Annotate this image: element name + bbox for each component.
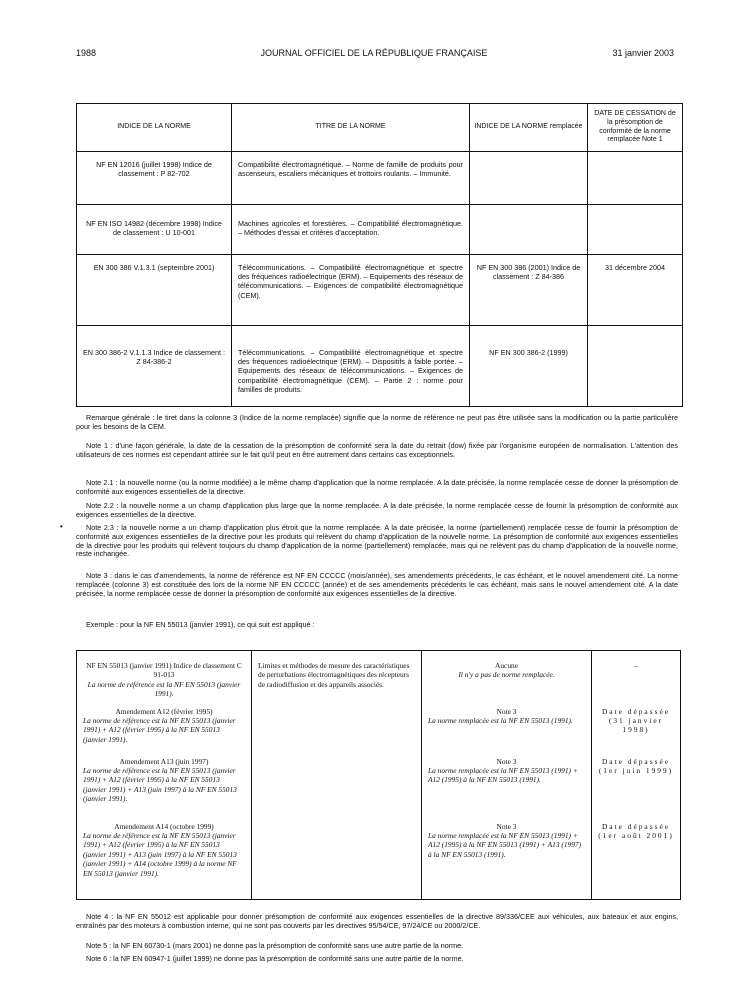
- header-remplacee: INDICE DE LA NORME remplacée: [470, 104, 588, 152]
- note-2-2: Note 2.2 : la nouvelle norme a un champ d'application plus large que la norme remplacée. A la date précisée, la norme remplacée cesse de fournir la présomption de conformité aux exigences essentielles de la directive.: [76, 501, 678, 519]
- example-reference: La norme de référence est la NF EN 55013 (janvier 1991).: [87, 679, 241, 699]
- cell-titre: Télécommunications. – Compatibilité électromagnétique et spectre des fréquences radioélectrique (ERM). – Dispositifs à faible portée. – Equipements des réseaux de télécommunications. – Exigences de compatibilité électromagnétique (CEM). – Partie 2 : norme pour familles de produits.: [232, 326, 470, 407]
- table-row: [77, 326, 683, 407]
- example-remplacee-head: Note 3: [496, 821, 517, 831]
- note-2-3: Note 2.3 : la nouvelle norme a un champ d'application plus étroit que la norme remplacée. A la date précisée, la norme (partiellement) remplacée cesse de fournir la présomption de conformité aux exigences essentielles de la directive pour les produits qui relèvent du champ d'application de la nouvelle norme. La présomption de conformité aux exigences essentielles de la directive pour les produits qui relèvent toujours du champ d'application de la norme (partiellement) remplacée, mais qui ne relèvent pas du champ d'application de la nouvelle norme, reste inchangée.: [76, 523, 678, 559]
- cell-remplacee: [470, 205, 588, 255]
- table-row: [77, 255, 683, 326]
- cell-date: [588, 205, 683, 255]
- example-amendement: Amendement A14 (octobre 1999): [114, 821, 214, 831]
- example-date: Date dépassée (1er juin 1999): [592, 755, 681, 820]
- remarque-generale: Remarque générale : le tiret dans la colonne 3 (Indice de la norme remplacée) signifie que la norme de référence ne peut pas être utilisée sans la modification ou la partie particulière pour les besoins de la CEM.: [76, 413, 678, 431]
- example-titre: [252, 755, 422, 820]
- example-table: [76, 650, 681, 900]
- cell-indice: NF EN 12016 (juillet 1998) Indice de classement : P 82-702: [77, 152, 232, 205]
- cell-date: [588, 152, 683, 205]
- example-remplacee: Il n'y a pas de norme remplacée.: [458, 670, 555, 680]
- example-date: Date dépassée (31 janvier 1998): [592, 705, 681, 755]
- header-date-cessation: DATE DE CESSATION de la présomption de conformité de la norme remplacée Note 1: [588, 104, 683, 152]
- example-row: [77, 705, 681, 755]
- margin-mark: •: [60, 522, 63, 531]
- cell-date: 31 décembre 2004: [588, 255, 683, 326]
- note-1: Note 1 : d'une façon générale, la date de la cessation de la présomption de conformité sera la date du retrait (dow) fixée par l'organisme européen de normalisation. L'attention des utilisateurs de ces normes est cependant attirée sur le fait qu'il peut en être autrement dans certains cas exceptionnels.: [76, 441, 678, 459]
- example-amendement: Amendement A12 (février 1995): [115, 706, 213, 716]
- header-indice: INDICE DE LA NORME: [77, 104, 232, 152]
- cell-indice: EN 300 386 V.1.3.1 (septembre 2001): [77, 255, 232, 326]
- table-header-row: [77, 104, 683, 152]
- example-remplacee: La norme remplacée est la NF EN 55013 (1991) + A12 (1995) à la NF EN 55013 (1991) + A13 (1997) à la NF EN 55013 (1991).: [428, 830, 582, 859]
- example-titre: Limites et méthodes de mesure des caractéristiques de perturbations électromagnétiques des récepteurs de radiodiffusion et des appareils associés.: [252, 651, 422, 705]
- example-reference: La norme de référence est la NF EN 55013 (janvier 1991) + A12 (février 1995) à la NF EN 55013 (janvier 1991) + A13 (juin 1997) à la NF EN 55013 (janvier 1991).: [83, 765, 237, 804]
- header-titre: TITRE DE LA NORME: [232, 104, 470, 152]
- example-titre: [252, 820, 422, 900]
- cell-indice: NF EN ISO 14982 (décembre 1998) Indice de classement : U 10-001: [77, 205, 232, 255]
- note-2-1: Note 2.1 : la nouvelle norme (ou la norme modifiée) a le même champ d'application que la norme remplacée. A la date précisée, la norme remplacée cesse de donner la présomption de conformité aux exigences essentielles de la directive.: [76, 478, 678, 496]
- note-4: Note 4 : la NF EN 55012 est applicable pour donner présomption de conformité aux exigences essentielles de la directive 89/336/CEE aux véhicules, aux bateaux et aux engins, entraînés par des moteurs à combustion interne, qui ne sont pas couverts par les directives 95/54/CE, 97/24/CE ou 2000/2/CE.: [76, 912, 678, 930]
- cell-date: [588, 326, 683, 407]
- journal-title: JOURNAL OFFICIEL DE LA RÉPUBLIQUE FRANÇAISE: [260, 48, 488, 58]
- note-6: Note 6 : la NF EN 60947-1 (juillet 1999) ne donne pas la présomption de conformité sans une autre partie de la norme.: [86, 954, 464, 963]
- cell-remplacee: [470, 152, 588, 205]
- example-amendement: Amendement A13 (juin 1997): [119, 756, 209, 766]
- table-row: [77, 205, 683, 255]
- example-remplacee: La norme remplacée est la NF EN 55013 (1991).: [428, 715, 573, 725]
- note-5: Note 5 : la NF EN 60730-1 (mars 2001) ne donne pas la présomption de conformité sans une autre partie de la norme.: [86, 941, 464, 950]
- example-row: [77, 755, 681, 820]
- cell-titre: Compatibilité électromagnétique. – Norme de famille de produits pour ascenseurs, escaliers mécaniques et trottoirs roulants. – Immunité.: [232, 152, 470, 205]
- example-remplacee-head: Note 3: [496, 706, 517, 716]
- cell-remplacee: NF EN 300 386 (2001) Indice de classement : Z 84-386: [470, 255, 588, 326]
- example-date: –: [592, 651, 681, 705]
- note-3: Note 3 : dans le cas d'amendements, la norme de référence est NF EN CCCCC (mois/année), ses amendements précédents, le cas échéant, et le nouvel amendement cité. La norme remplacée (colonne 3) est constituée des lors de la norme NF EN CCCCC (année) et de ses amendements précédents le cas échéant, mais sans le nouvel amendement cité. A la date précisée, la norme remplacée cesse de donner la présomption de conformité aux exigences essentielles de la directive.: [76, 571, 678, 598]
- table-row: [77, 152, 683, 205]
- example-titre: [252, 705, 422, 755]
- example-norme: NF EN 55013 (janvier 1991) Indice de classement C 91-013: [86, 661, 242, 680]
- standards-table: [76, 103, 683, 407]
- example-reference: La norme de référence est la NF EN 55013 (janvier 1991) + A12 (février 1995) à la NF EN 55013 (janvier 1991) + A13 (juin 1997) à la NF EN 55013 (janvier 1991) + A14 (octobre 1999) à la norme NF EN 55013 (janvier 1991).: [83, 830, 237, 878]
- page-number: 1988: [76, 48, 97, 58]
- exemple: Exemple : pour la NF EN 55013 (janvier 1991), ce qui suit est appliqué :: [86, 620, 315, 629]
- example-remplacee: La norme remplacée est la NF EN 55013 (1991) + A12 (1995) à la NF EN 55013 (1991).: [428, 765, 578, 785]
- cell-indice: EN 300 386-2 V.1.1.3 Indice de classement : Z 84-386-2: [77, 326, 232, 407]
- example-date: Date dépassée (1er août 2001): [592, 820, 681, 900]
- issue-date: 31 janvier 2003: [612, 48, 674, 58]
- cell-remplacee: NF EN 300 386-2 (1999): [470, 326, 588, 407]
- cell-titre: Télécommunications. – Compatibilité électromagnétique et spectre des fréquences radioélectrique (ERM). – Equipements des réseaux de télécommunications. – Exigences de compatibilité électromagnétique (CEM).: [232, 255, 470, 326]
- example-row: [77, 651, 681, 705]
- example-remplacee-head: Note 3: [496, 756, 517, 766]
- example-reference: La norme de référence est la NF EN 55013 (janvier 1991) + A12 (février 1995) à la NF EN 55013 (janvier 1991).: [83, 715, 236, 744]
- example-row: [77, 820, 681, 900]
- cell-titre: Machines agricoles et forestières. – Compatibilité électromagnétique. – Méthodes d'essai et critères d'acceptation.: [232, 205, 470, 255]
- example-remplacee-head: Aucune: [495, 661, 518, 670]
